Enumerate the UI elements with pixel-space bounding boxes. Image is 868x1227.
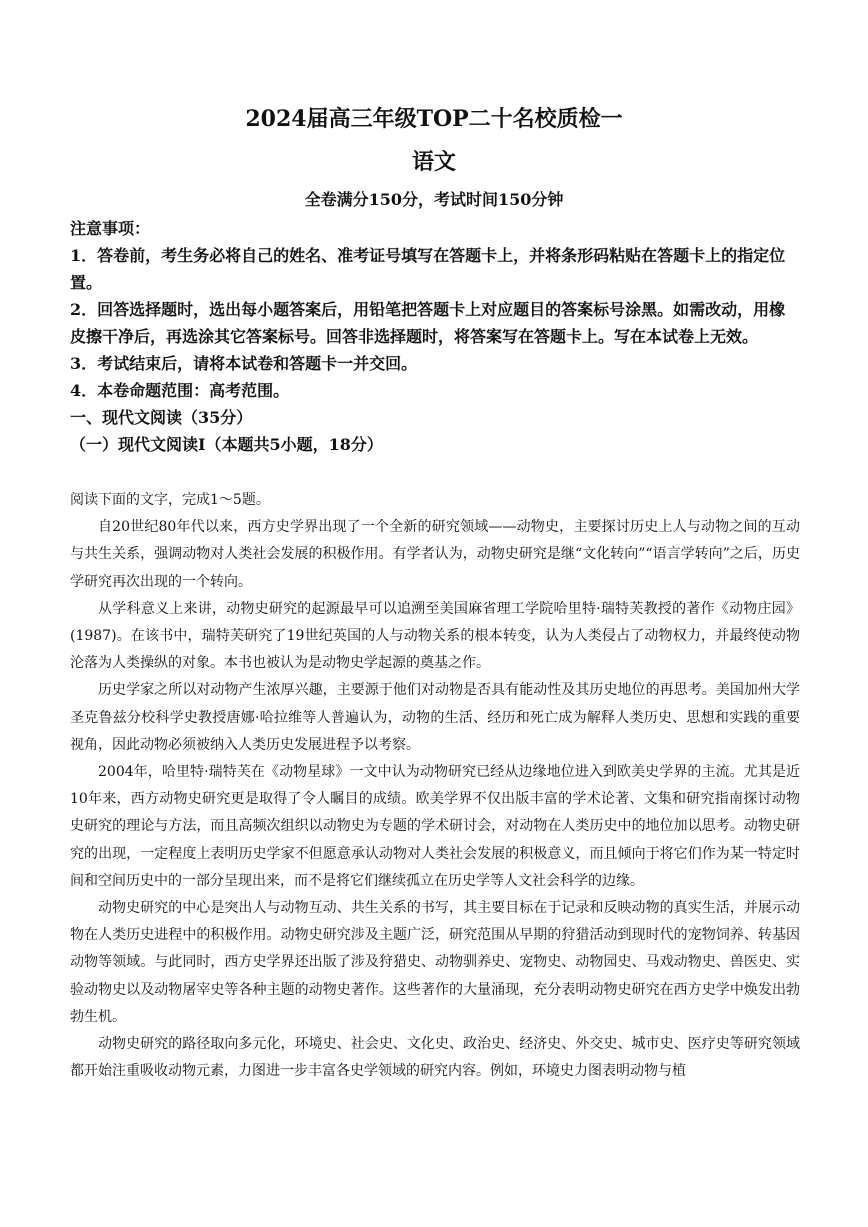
subject-title: 语文 (411, 149, 456, 175)
passage-paragraph-4: 2004年，哈里特·瑞特芙在《动物星球》一文中认为动物研究已经从边缘地位进入到欧美史学界的主流。尤其是近10年来，西方动物史研究更是取得了令人瞩目的成绩。欧美学界不仅出版丰富的学术论著、文集和研究指南探讨动物史研究的理论与方法，而且高频次组织以动物史为专题的学术研讨会，对动物在人类历史中的地位加以思考。动物史研究的出现，一定程度上表明历史学家不但愿意承认动物对人类社会发展的积极意义，而且倾向于将它们作为某一特定时间和空间历史中的一部分呈现出来，而不是将它们继续孤立在历史学等人文社会科学的边缘。 (70, 764, 800, 889)
notice-item-2: 2．回答选择题时，选出每小题答案后，用铅笔把答题卡上对应题目的答案标号涂黑。如需改动，用橡皮擦干净后，再选涂其它答案标号。回答非选择题时，将答案写在答题卡上。写在本试卷上无效。 (70, 300, 786, 346)
reading-passage (70, 487, 800, 1085)
passage-paragraph-5: 动物史研究的中心是突出人与动物互动、共生关系的书写，其主要目标在于记录和反映动物的真实生活，并展示动物在人类历史进程中的积极作用。动物史研究涉及主题广泛，研究范围从早期的狩猎活动到现时代的宠物饲养、转基因动物等领域。与此同时，西方史学界还出版了涉及狩猎史、动物驯养史、宠物史、动物园史、马戏动物史、兽医史、实验动物史以及动物屠宰史等各种主题的动物史著作。这些著作的大量涌现，充分表明动物史研究在西方史学中焕发出勃勃生机。 (70, 900, 800, 1025)
passage-paragraph-3: 历史学家之所以对动物产生浓厚兴趣，主要源于他们对动物是否具有能动性及其历史地位的再思考。美国加州大学圣克鲁兹分校科学史教授唐娜·哈拉维等人普遍认为，动物的生活、经历和死亡成为解释人类历史、思想和实践的重要视角，因此动物必须被纳入人类历史发展进程予以考察。 (70, 682, 800, 753)
notice-heading: 注意事项： (70, 219, 151, 238)
notice-item-3: 3．考试结束后，请将本试卷和答题卡一并交回。 (70, 354, 418, 373)
exam-title: 2024届高三年级TOP二十名校质检一 (245, 106, 623, 132)
subsection-heading: （一）现代文阅读Ⅰ（本题共5小题，18分） (70, 435, 383, 454)
notice-block (70, 215, 800, 458)
notice-item-1: 1．答卷前，考生务必将自己的姓名、准考证号填写在答题卡上，并将条形码粘贴在答题卡上的指定位置。 (70, 246, 786, 292)
reading-instruction: 阅读下面的文字，完成1～5题。 (70, 492, 270, 508)
passage-paragraph-1: 自20世纪80年代以来，西方史学界出现了一个全新的研究领域——动物史，主要探讨历史上人与动物之间的互动与共生关系，强调动物对人类社会发展的积极作用。有学者认为，动物史研究是继“文化转向”“语言学转向”之后，历史学研究再次出现的一个转向。 (70, 519, 800, 590)
section-heading: 一、现代文阅读（35分） (70, 408, 253, 427)
score-time-line: 全卷满分150分，考试时间150分钟 (304, 190, 564, 209)
passage-paragraph-2: 从学科意义上来讲，动物史研究的起源最早可以追溯至美国麻省理工学院哈里特·瑞特芙教授的著作《动物庄园》(1987)。在该书中，瑞特芙研究了19世纪英国的人与动物关系的根本转变，认为人类侵占了动物权力，并最终使动物沦落为人类操纵的对象。本书也被认为是动物史学起源的奠基之作。 (70, 600, 800, 672)
notice-item-4: 4．本卷命题范围：高考范围。 (70, 381, 290, 400)
passage-paragraph-6: 动物史研究的路径取向多元化，环境史、社会史、文化史、政治史、经济史、外交史、城市史、医疗史等研究领域都开始注重吸收动物元素，力图进一步丰富各史学领域的研究内容。例如，环境史力图表明动物与植 (70, 1036, 800, 1080)
